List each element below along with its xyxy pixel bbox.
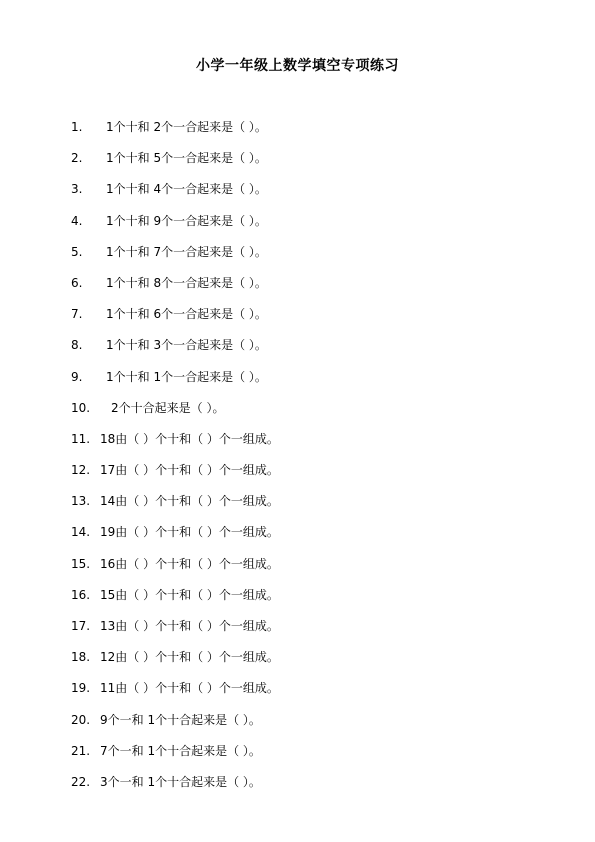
question-text: 11由（ ）个十和（ ）个一组成。 [100,681,279,696]
question-number: 8. [71,338,83,353]
question-item [0,146,595,177]
question-text: 1个十和 1个一合起来是（ ）。 [106,369,267,384]
question-text: 1个十和 2个一合起来是（ ）。 [106,120,267,134]
question-number: 21. [71,743,91,758]
question-item [0,302,595,333]
question-item [0,708,595,739]
question-item [0,458,595,489]
question-text: 1个十和 8个一合起来是（ ）。 [106,275,267,290]
question-text: 12由（ ）个十和（ ）个一组成。 [100,650,279,665]
question-text: 15由（ ）个十和（ ）个一组成。 [100,587,279,602]
question-item [0,739,595,770]
question-item [0,645,595,676]
question-text: 1个十和 9个一合起来是（ ）。 [106,213,267,228]
question-item [0,209,595,240]
question-text: 9个一和 1个十合起来是（ ）。 [100,712,261,727]
question-number: 4. [71,213,83,228]
question-text: 17由（ ）个十和（ ）个一组成。 [100,463,279,478]
question-text: 1个十和 7个一合起来是（ ）。 [106,244,267,259]
question-item [0,676,595,707]
question-number: 7. [71,307,83,322]
question-text: 7个一和 1个十合起来是（ ）。 [100,743,261,758]
question-number: 6. [71,275,83,290]
question-text: 1个十和 6个一合起来是（ ）。 [106,307,267,322]
question-number: 18. [71,650,91,665]
question-text: 16由（ ）个十和（ ）个一组成。 [100,556,279,571]
question-item [0,240,595,271]
question-number: 20. [71,712,91,727]
question-item [0,271,595,302]
question-number: 13. [71,494,91,509]
question-number: 16. [71,587,91,602]
question-item [0,770,595,801]
question-item [0,177,595,208]
question-number: 15. [71,556,91,571]
question-text: 18由（ ）个十和（ ）个一组成。 [100,431,279,446]
question-number: 5. [71,244,83,259]
question-item [0,552,595,583]
question-list [0,115,595,801]
question-number: 12. [71,463,91,478]
question-item [0,365,595,396]
question-item [0,333,595,364]
page-title: 小学一年级上数学填空专项练习 [196,58,399,74]
question-text: 14由（ ）个十和（ ）个一组成。 [100,494,279,509]
question-text: 2个十合起来是（ ）。 [111,400,225,415]
question-item [0,427,595,458]
question-item [0,396,595,427]
question-number: 10. [71,400,91,415]
question-text: 1个十和 4个一合起来是（ ）。 [106,182,267,197]
question-item [0,520,595,551]
question-number: 17. [71,619,91,633]
question-number: 9. [71,369,83,384]
question-number: 11. [71,431,91,446]
question-item [0,583,595,614]
question-number: 2. [71,151,83,166]
question-text: 13由（ ）个十和（ ）个一组成。 [100,619,279,633]
question-text: 1个十和 3个一合起来是（ ）。 [106,338,267,353]
question-text: 1个十和 5个一合起来是（ ）。 [106,151,267,166]
question-number: 19. [71,681,91,696]
question-number: 1. [71,120,83,134]
question-item [0,489,595,520]
question-item [0,115,595,146]
question-item [0,614,595,645]
question-number: 22. [71,774,91,789]
question-number: 14. [71,525,91,540]
question-text: 19由（ ）个十和（ ）个一组成。 [100,525,279,540]
question-text: 3个一和 1个十合起来是（ ）。 [100,774,261,789]
question-number: 3. [71,182,83,197]
